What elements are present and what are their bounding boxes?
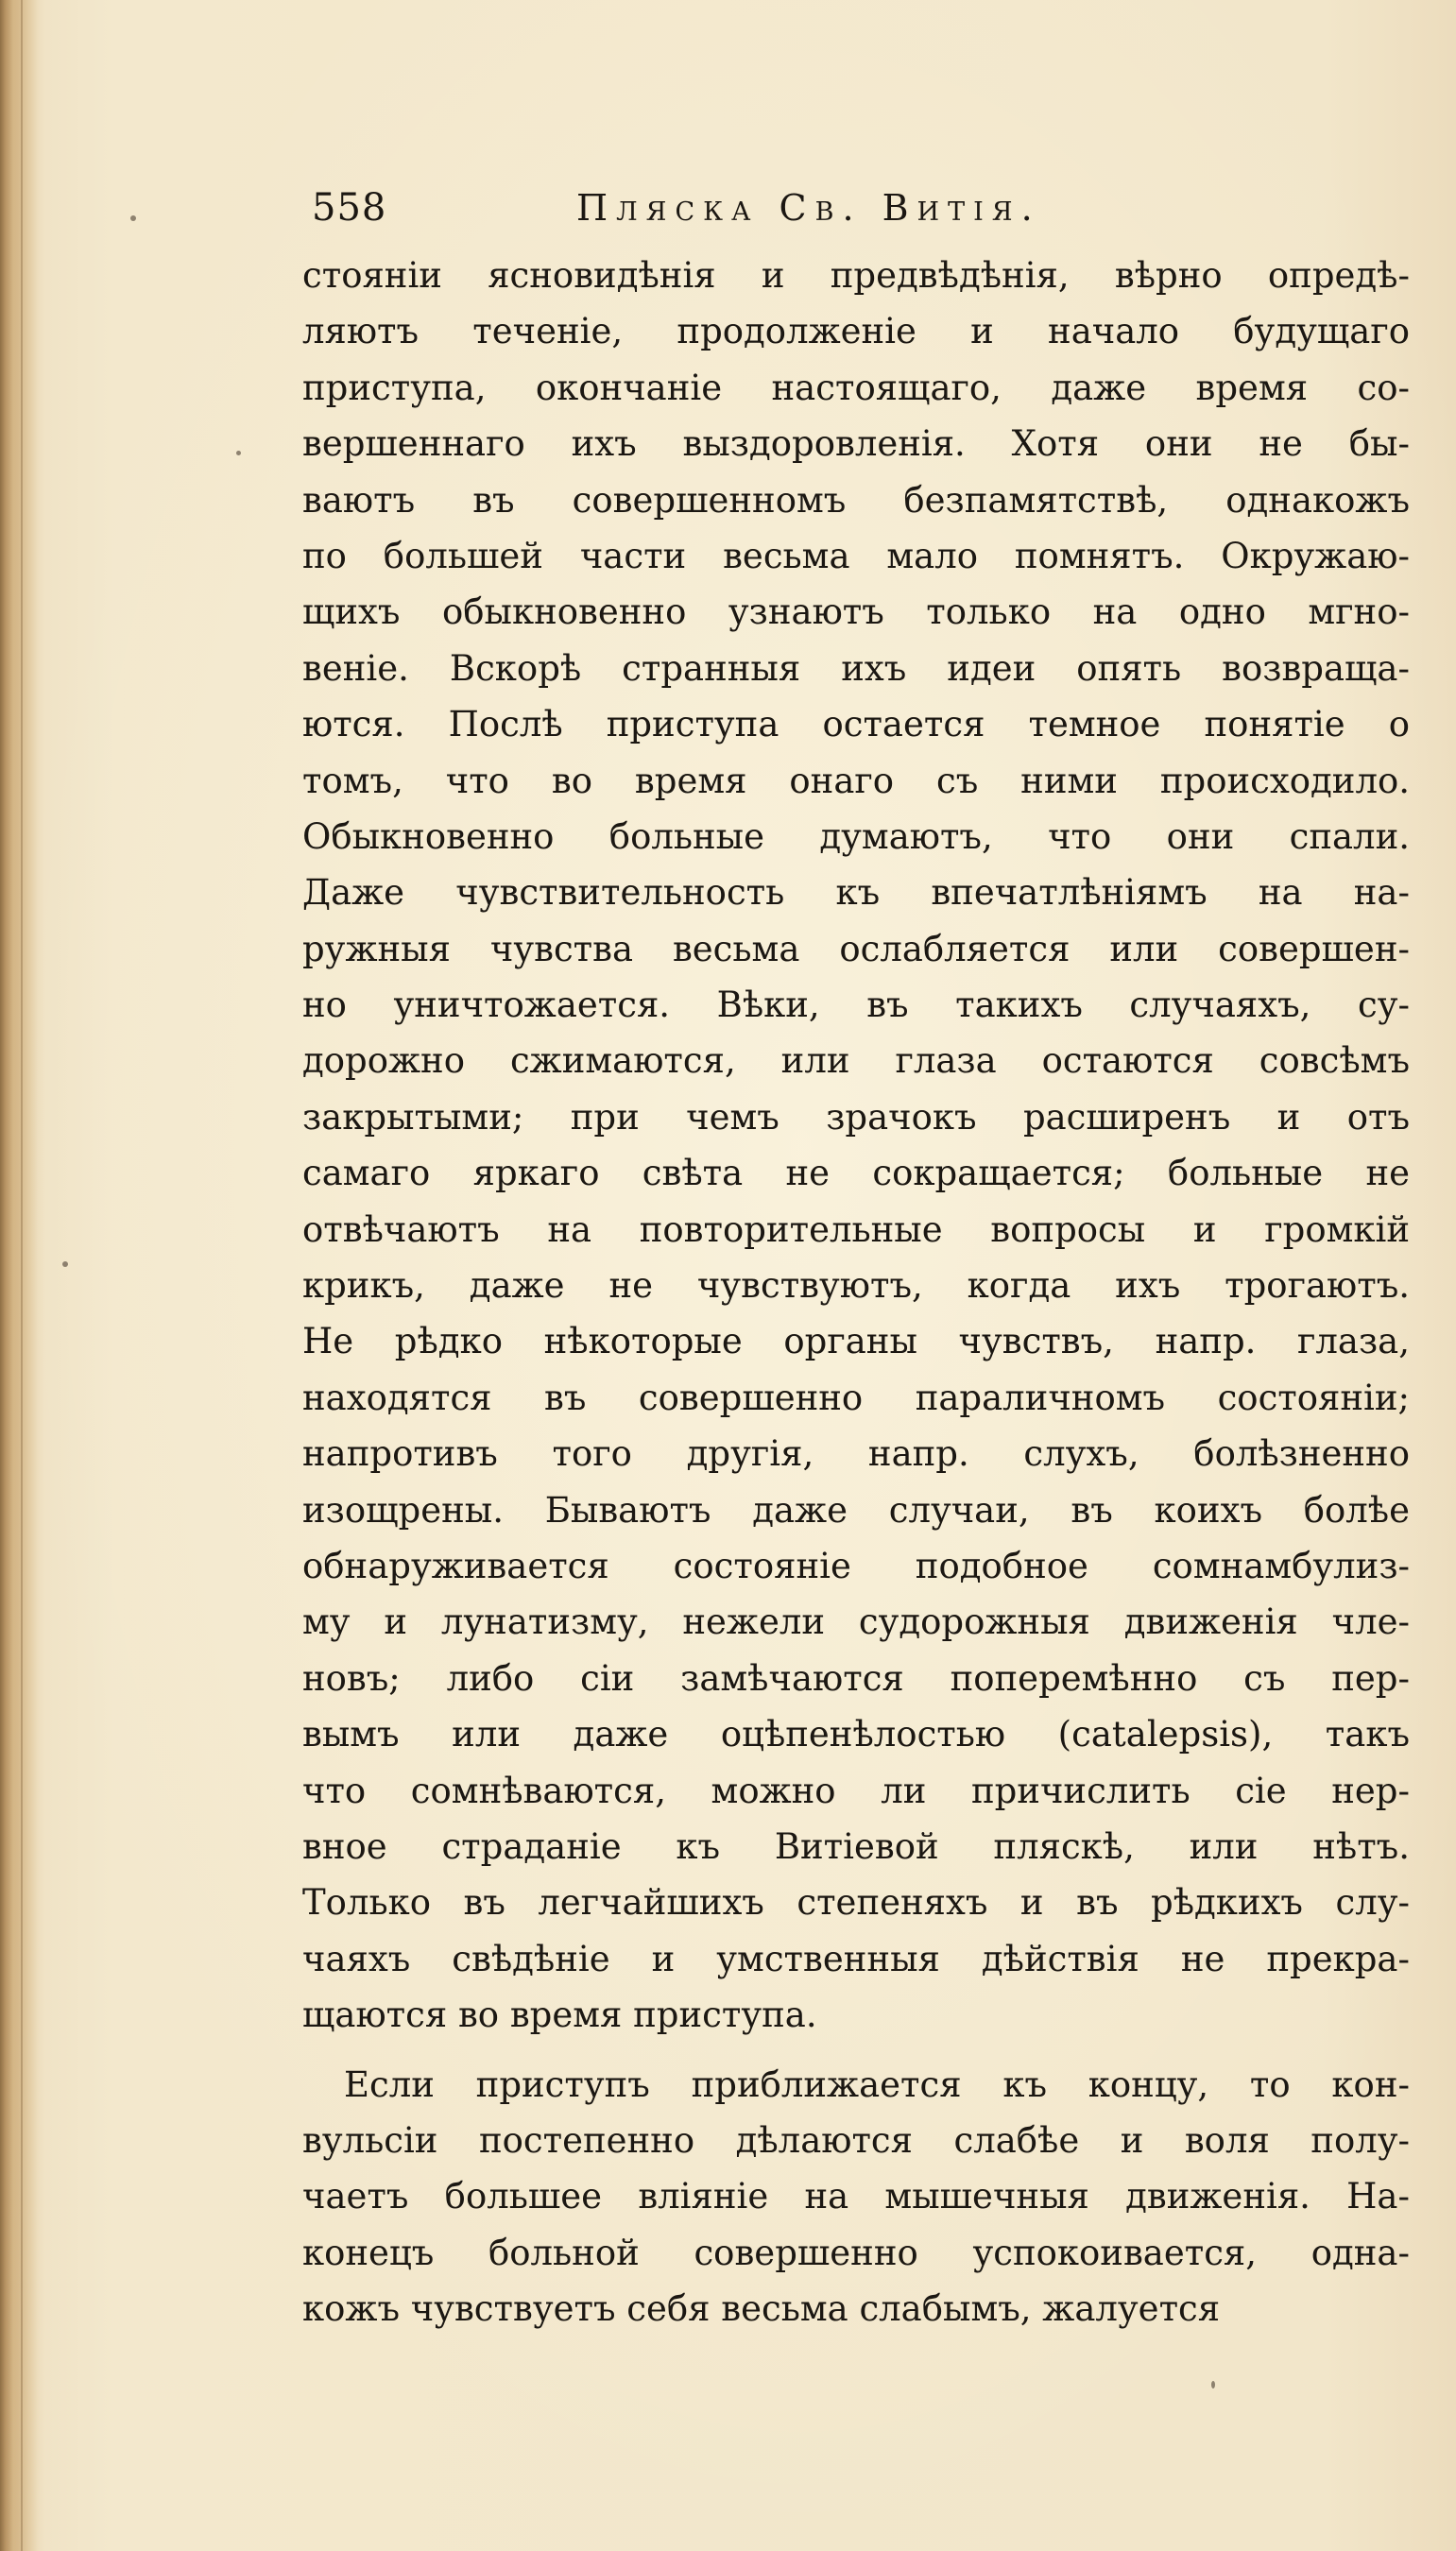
- text-line: вымъ или даже оцѣпенѣлостью (catalepsis), такъ: [302, 1714, 1410, 1755]
- text-line: ются. Послѣ приступа остается темное понятіе о: [302, 704, 1410, 745]
- text-line: ляютъ теченіе, продолженіе и начало будущаго: [302, 311, 1410, 352]
- page-header: [302, 180, 1153, 236]
- text-line: веніе. Вскорѣ странныя ихъ идеи опять возвраща-: [302, 647, 1410, 689]
- text-line: стояніи ясновидѣнія и предвѣдѣнія, вѣрно опредѣ-: [302, 255, 1410, 296]
- text-line: изощрены. Бываютъ даже случаи, въ коихъ болѣе: [302, 1489, 1410, 1531]
- text-line: Даже чувствительность къ впечатлѣніямъ на на-: [302, 872, 1410, 914]
- text-line: вное страданіе къ Витіевой пляскѣ, или нѣтъ.: [302, 1825, 1410, 1867]
- text-line: что сомнѣваются, можно ли причислить сіе нер-: [302, 1770, 1410, 1811]
- text-line: дорожно сжимаются, или глаза остаются совсѣмъ: [302, 1040, 1410, 1082]
- text-line: отвѣчаютъ на повторительные вопросы и громкій: [302, 1208, 1410, 1250]
- page-number: 558: [312, 186, 387, 230]
- paper-speck: [236, 451, 241, 455]
- text-line: обнаруживается состояніе подобное сомнамбулиз-: [302, 1545, 1410, 1586]
- text-line: щихъ обыкновенно узнаютъ только на одно мгно-: [302, 591, 1410, 633]
- text-line: крикъ, даже не чувствуютъ, когда ихъ трогаютъ.: [302, 1265, 1410, 1307]
- text-line: Только въ легчайшихъ степеняхъ и въ рѣдкихъ слу-: [302, 1882, 1410, 1924]
- paper-speck: [130, 215, 136, 221]
- text-line: му и лунатизму, нежели судорожныя движенія чле-: [302, 1601, 1410, 1643]
- text-line: Обыкновенно больные думаютъ, что они спали.: [302, 815, 1410, 857]
- text-line: приступа, окончаніе настоящаго, даже время со-: [302, 367, 1410, 408]
- text-line: чаетъ большее вліяніе на мышечныя движенія. На-: [302, 2176, 1410, 2217]
- text-line: напротивъ того другія, напр. слухъ, болѣзненно: [302, 1433, 1410, 1475]
- text-line: по большей части весьма мало помнятъ. Окружаю-: [302, 535, 1410, 576]
- text-line: вершеннаго ихъ выздоровленія. Хотя они не бы-: [302, 423, 1410, 465]
- paper-speck: [62, 1261, 68, 1267]
- text-line: томъ, что во время онаго съ ними происходило.: [302, 760, 1410, 801]
- text-line: кожъ чувствуетъ себя весьма слабымъ, жалуется: [302, 2288, 1221, 2330]
- text-line: щаются во время приступа.: [302, 1995, 817, 2036]
- body-text: [302, 248, 1410, 2337]
- text-line: вульсіи постепенно дѣлаются слабѣе и воля полу-: [302, 2119, 1410, 2161]
- text-line: находятся въ совершенно параличномъ состояніи;: [302, 1377, 1410, 1418]
- text-line: Если приступъ приближается къ концу, то кон-: [344, 2063, 1410, 2105]
- text-line: самаго яркаго свѣта не сокращается; больные не: [302, 1153, 1410, 1194]
- paper-speck: [1211, 2381, 1215, 2388]
- text-line: Не рѣдко нѣкоторые органы чувствъ, напр. глаза,: [302, 1321, 1410, 1362]
- text-line: ваютъ въ совершенномъ безпамятствѣ, однакожъ: [302, 479, 1410, 521]
- text-line: закрытыми; при чемъ зрачокъ расширенъ и отъ: [302, 1096, 1410, 1138]
- running-title: Пляска Св. Витія.: [576, 187, 1041, 229]
- spine-edge-line: [21, 0, 23, 2551]
- book-spine-shadow: [0, 0, 38, 2551]
- text-line: чаяхъ свѣдѣніе и умственныя дѣйствія не прекра-: [302, 1938, 1410, 1979]
- paragraph-gap: [302, 2044, 1410, 2057]
- text-line: новъ; либо сіи замѣчаются поперемѣнно съ пер-: [302, 1657, 1410, 1699]
- text-line: конецъ больной совершенно успокоивается, одна-: [302, 2232, 1410, 2273]
- text-line: ружныя чувства весьма ослабляется или совершен-: [302, 928, 1410, 969]
- text-line: но уничтожается. Вѣки, въ такихъ случаяхъ, су-: [302, 984, 1410, 1026]
